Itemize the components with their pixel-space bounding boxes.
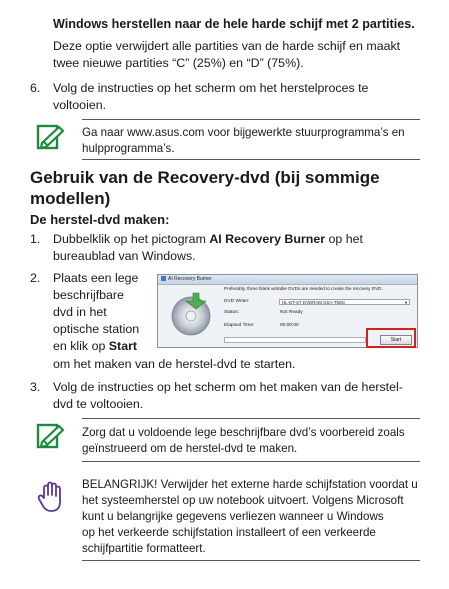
- note1-line1: Ga naar www.asus.com voor bijgewerkte stuurprogramma’s en: [82, 126, 405, 139]
- dvd-writer-value: HL-DT-ST DVDRAM GSA-T50N: [282, 300, 345, 305]
- note2-top-rule: [82, 418, 420, 419]
- step1-line1: [53, 231, 438, 248]
- step2-line2: beschrijfbare: [53, 288, 124, 302]
- start-button[interactable]: Start: [380, 335, 412, 345]
- section-title-line1: Gebruik van de Recovery-dvd (bij sommige: [30, 168, 380, 187]
- note-pencil-icon: [36, 421, 66, 451]
- start-button-highlight: [366, 328, 416, 348]
- note2-line2: geïnstrueerd om de herstel-dvd te maken.: [82, 442, 298, 455]
- note2-bottom-rule: [82, 461, 420, 462]
- section-title-line2: modellen): [30, 189, 111, 208]
- burn-progress-bar: [224, 337, 366, 343]
- app-icon: [161, 276, 166, 281]
- hand-stop-icon: [36, 480, 66, 514]
- step2-line1: Plaats een lege: [53, 271, 139, 285]
- note1-bottom-rule: [82, 159, 420, 160]
- section-subtitle: De herstel-dvd maken:: [30, 212, 170, 227]
- step1-number: 1.: [30, 232, 41, 246]
- step3-line2: dvd te voltooien.: [53, 397, 144, 411]
- elapsed-time-label: Elapsed Time:: [224, 323, 255, 328]
- step6-line2: voltooien.: [53, 98, 107, 112]
- note2-line1: Zorg dat u voldoende lege beschrijfbare dvd’s voorbereid zoals: [82, 426, 405, 439]
- step1-line2: bureaublad van Windows.: [53, 249, 196, 263]
- step1-line1-post: op het: [325, 232, 363, 246]
- step5-subheading: Windows herstellen naar de hele harde schijf met 2 partities.: [53, 17, 415, 31]
- step3-number: 3.: [30, 380, 41, 394]
- step2-continuation: om het maken van de herstel-dvd te starten.: [53, 357, 296, 371]
- warning-line4: op het verkeerde schijfstation installeert of een verkeerde: [82, 526, 376, 539]
- chevron-down-icon: ▼: [404, 300, 408, 305]
- dialog-title: AI Recovery Burner: [168, 276, 212, 282]
- warning-line1: BELANGRIJK! Verwijder het externe harde schijfstation voordat u: [82, 478, 418, 491]
- step6-number: 6.: [30, 81, 41, 95]
- warning-line2: het systeemherstel op uw notebook uitvoert. Volgens Microsoft: [82, 494, 404, 507]
- step1-line1-pre: Dubbelklik op het pictogram: [53, 232, 210, 246]
- step2-start-word: Start: [108, 339, 138, 353]
- dialog-intro: Preferably, three blank writable DVDs are needed to create the recovery DVD.: [224, 286, 383, 291]
- step2-number: 2.: [30, 271, 41, 285]
- step5-text-line1: Deze optie verwijdert alle partities van de harde schijf en maakt: [53, 39, 401, 53]
- section-title: [30, 167, 430, 209]
- step5-text-line2: twee nieuwe partities “C” (25%) en “D” (75%).: [53, 56, 304, 70]
- dvd-writer-label: DVD Writer:: [224, 299, 250, 304]
- step6-line1: Volg de instructies op het scherm om het herstelproces te: [53, 81, 369, 95]
- dvd-disc-icon: [166, 289, 216, 339]
- elapsed-time-value: 00:00:00: [280, 323, 299, 328]
- step3-line1: Volg de instructies op het scherm om het maken van de herstel-: [53, 380, 403, 394]
- note-pencil-icon: [36, 122, 66, 152]
- status-label: Status:: [224, 310, 239, 315]
- status-value: Not Ready: [280, 310, 303, 315]
- step1-app-name: AI Recovery Burner: [209, 232, 326, 246]
- warning-line3: kunt u belangrijke gegevens verliezen wanneer u Windows: [82, 510, 384, 523]
- dialog-titlebar: [158, 275, 417, 285]
- dvd-writer-select[interactable]: [279, 299, 410, 305]
- warning-line5: schijfpartitie formatteert.: [82, 542, 206, 555]
- step2-line3: dvd in het: [53, 305, 107, 319]
- ai-recovery-burner-dialog: [157, 274, 418, 348]
- note1-top-rule: [82, 119, 420, 120]
- warning-bottom-rule: [82, 560, 420, 561]
- step2-line4: optische station: [53, 322, 140, 336]
- note1-line2: hulpprogramma’s.: [82, 142, 175, 155]
- step2-line5-pre: en klik op: [53, 339, 109, 353]
